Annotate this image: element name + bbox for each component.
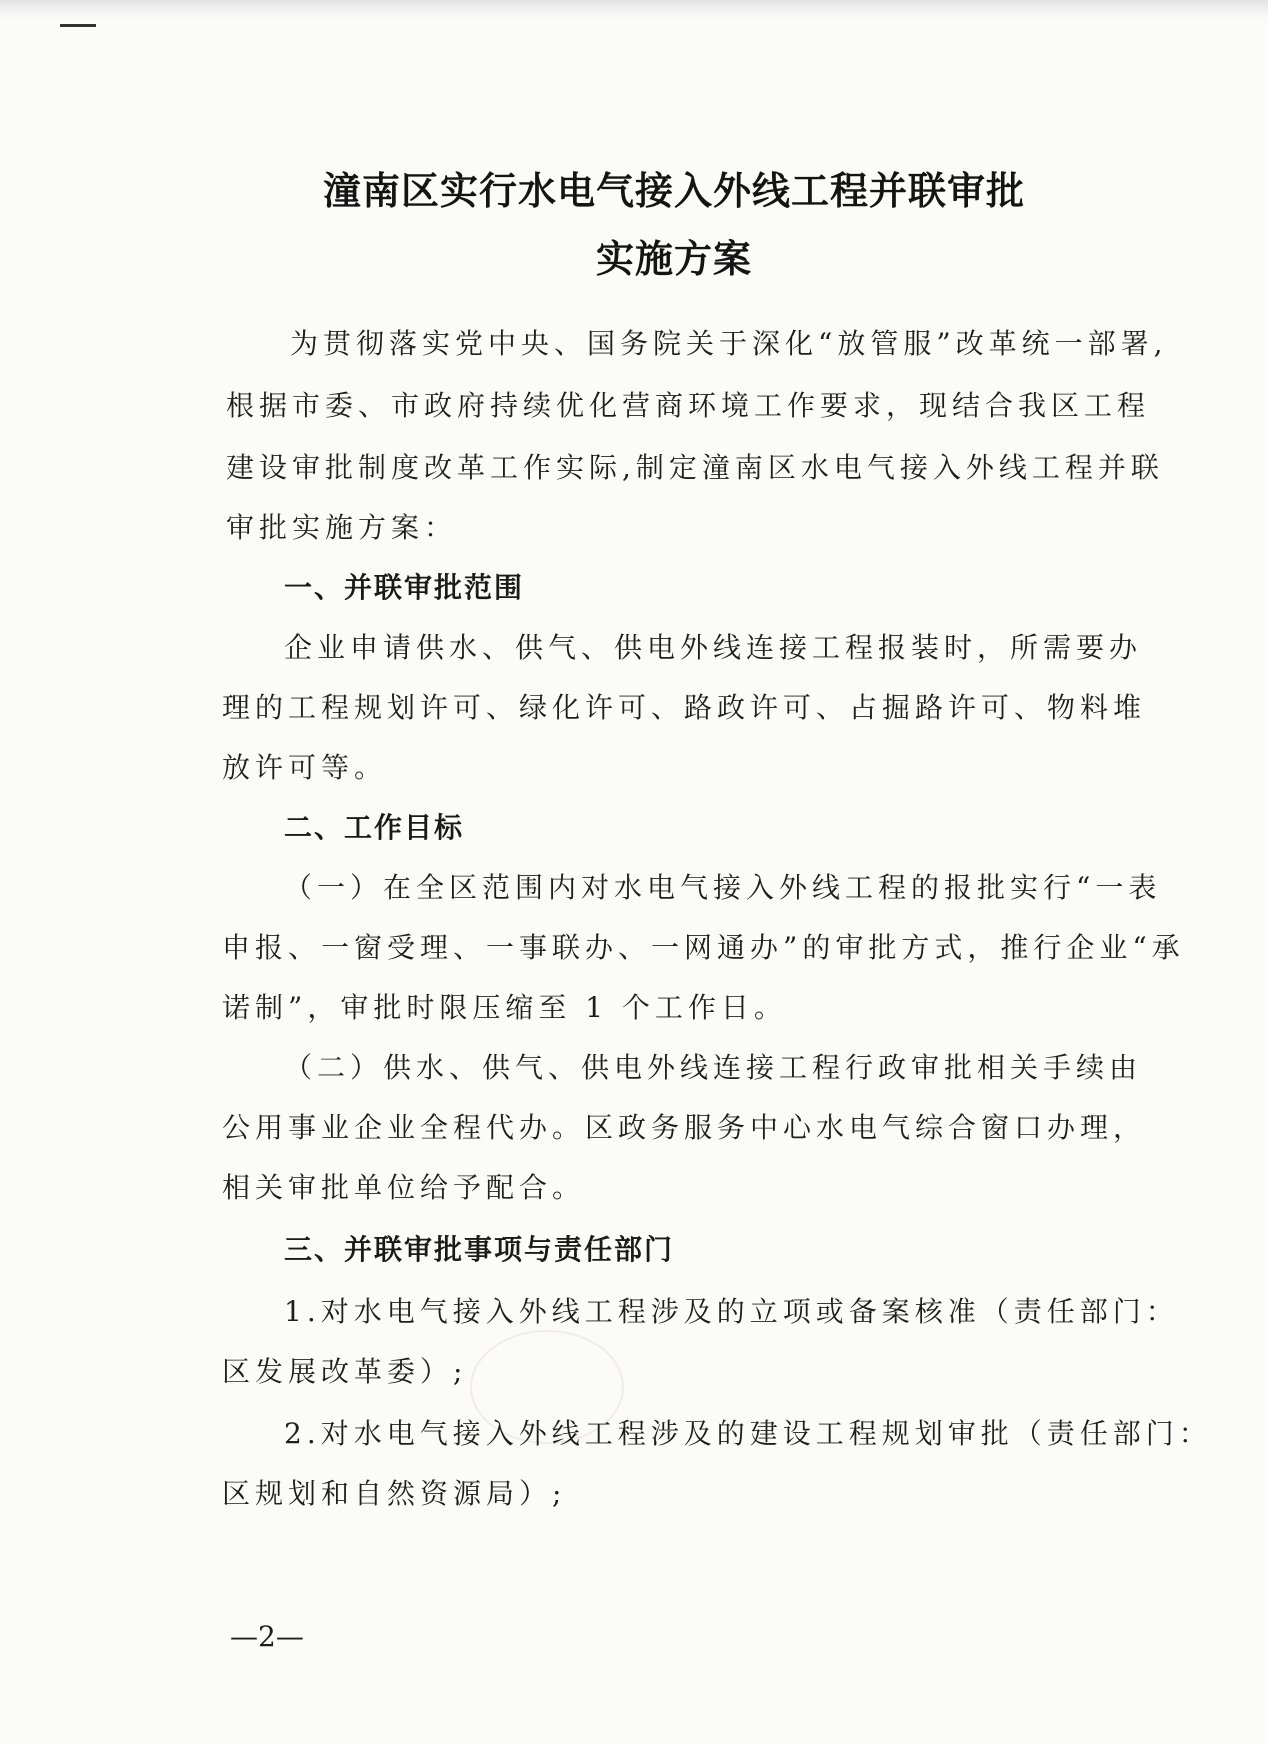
page-number: —2— xyxy=(230,1620,304,1653)
section-line: 理的工程规划许可、绿化许可、路政许可、占掘路许可、物料堆 xyxy=(222,691,1147,724)
section-heading: 一、并联审批范围 xyxy=(284,571,525,604)
corner-mark xyxy=(60,24,96,27)
intro-line: 建设审批制度改革工作实际,制定潼南区水电气接入外线工程并联 xyxy=(226,451,1164,484)
intro-line: 为贯彻落实党中央、国务院关于深化“放管服”改革统一部署, xyxy=(290,327,1168,360)
section-line: 放许可等。 xyxy=(222,751,388,784)
section-line: （一）在全区范围内对水电气接入外线工程的报批实行“一表 xyxy=(284,871,1162,904)
section-heading: 三、并联审批事项与责任部门 xyxy=(284,1233,675,1266)
section-line: 2.对水电气接入外线工程涉及的建设工程规划审批（责任部门： xyxy=(284,1417,1212,1450)
intro-line: 审批实施方案： xyxy=(226,511,458,544)
section-line: 区发展改革委）; xyxy=(222,1355,468,1388)
section-line: 诺制”，审批时限压缩至 1 个工作日。 xyxy=(222,991,787,1024)
section-line: 申报、一窗受理、一事联办、一网通办”的审批方式，推行企业“承 xyxy=(222,931,1185,964)
intro-line: 根据市委、市政府持续优化营商环境工作要求，现结合我区工程 xyxy=(226,389,1151,422)
section-line: 1.对水电气接入外线工程涉及的立项或备案核准（责任部门： xyxy=(284,1295,1179,1328)
scan-edge-shadow xyxy=(0,0,1268,22)
document-title-line-2: 实施方案 xyxy=(595,237,752,281)
section-line: 企业申请供水、供气、供电外线连接工程报装时，所需要办 xyxy=(284,631,1143,664)
section-line: 公用事业企业全程代办。区政务服务中心水电气综合窗口办理， xyxy=(222,1111,1147,1144)
section-line: 相关审批单位给予配合。 xyxy=(222,1171,586,1204)
section-line: 区规划和自然资源局）; xyxy=(222,1477,567,1510)
document-title-line-1: 潼南区实行水电气接入外线工程并联审批 xyxy=(322,169,1025,213)
section-line: （二）供水、供气、供电外线连接工程行政审批相关手续由 xyxy=(284,1051,1143,1084)
section-heading: 二、工作目标 xyxy=(284,811,465,844)
